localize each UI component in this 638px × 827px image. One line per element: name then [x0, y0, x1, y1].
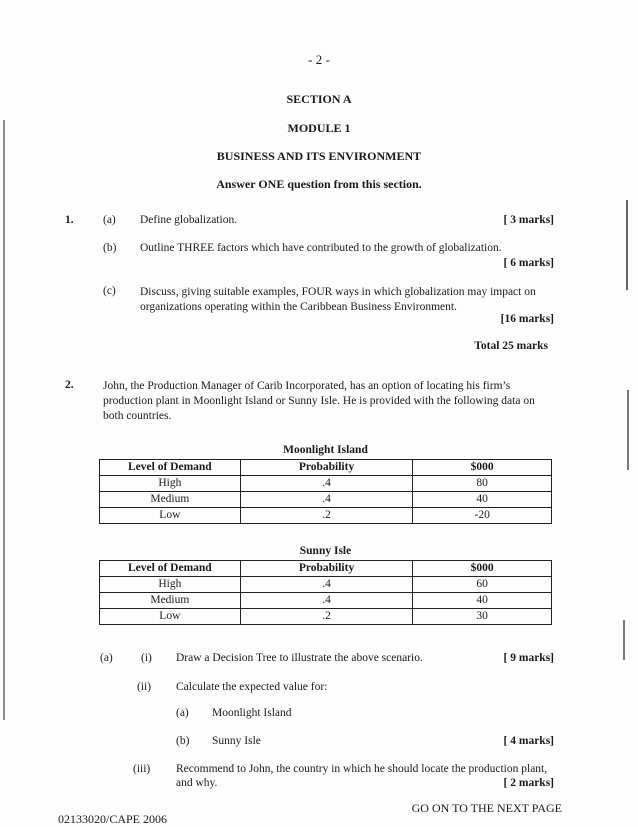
col-header-value: $000	[413, 460, 552, 476]
cell-demand: High	[100, 476, 241, 492]
q2-i-marks: [ 9 marks]	[503, 652, 554, 664]
section-heading: SECTION A	[286, 92, 352, 106]
q2-ii-marks: [ 4 marks]	[503, 735, 554, 747]
q1-a-label: (a)	[103, 214, 116, 226]
q2-ii-b-text: Sunny Isle	[212, 735, 261, 747]
q1-total: Total 25 marks	[474, 340, 548, 352]
q1-c-label: (c)	[103, 285, 116, 297]
q2-ii-label: (ii)	[137, 681, 152, 693]
question-2-number: 2.	[65, 379, 74, 391]
q2-ii-a-text: Moonlight Island	[212, 707, 292, 719]
footer-go-on: GO ON TO THE NEXT PAGE	[411, 801, 562, 815]
moonlight-island-table	[99, 459, 552, 524]
cell-demand: Low	[100, 508, 241, 524]
q2-iii-text-line2: and why.	[176, 777, 218, 789]
scan-edge-left	[3, 120, 5, 720]
cell-value: 40	[413, 492, 552, 508]
col-header-probability: Probability	[240, 460, 413, 476]
table-row	[100, 593, 552, 609]
cell-probability: .4	[240, 492, 413, 508]
q2-iii-label: (iii)	[133, 763, 151, 775]
q2-ii-text: Calculate the expected value for:	[176, 681, 328, 693]
table-row	[100, 508, 552, 524]
q2-a-label: (a)	[100, 652, 113, 664]
page-number: - 2 -	[308, 52, 330, 67]
scan-edge-right-bottom	[623, 620, 625, 660]
q2-i-label: (i)	[141, 652, 152, 664]
table-title-moonlight: Moonlight Island	[283, 444, 368, 456]
sunny-isle-table	[99, 560, 552, 625]
q1-a-text: Define globalization.	[140, 214, 238, 226]
cell-value: 80	[413, 476, 552, 492]
cell-demand: Low	[100, 609, 241, 625]
cell-value: 60	[413, 577, 552, 593]
footer-paper-code: 02133020/CAPE 2006	[58, 812, 168, 826]
q1-b-label: (b)	[103, 242, 117, 254]
table-row	[100, 476, 552, 492]
q2-intro: John, the Production Manager of Carib Incorporated, has an option of locating his firm’s production plant in Moonlight Island or Sunny Isle. He is provided with the following data on both countries.	[103, 380, 535, 422]
section-instruction: Answer ONE question from this section.	[216, 177, 422, 191]
q2-ii-a-label: (a)	[176, 707, 189, 719]
cell-demand: Medium	[100, 492, 241, 508]
cell-value: 40	[413, 593, 552, 609]
cell-probability: .4	[240, 593, 413, 609]
col-header-value: $000	[413, 561, 552, 577]
scan-edge-right-lower	[627, 390, 629, 470]
q2-iii-text-line1: Recommend to John, the country in which he should locate the production plant,	[176, 763, 548, 775]
q1-c-marks: [16 marks]	[500, 313, 554, 325]
q2-i-text: Draw a Decision Tree to illustrate the above scenario.	[176, 652, 423, 664]
q1-a-marks: [ 3 marks]	[503, 214, 554, 226]
q1-b-marks: [ 6 marks]	[503, 257, 554, 269]
cell-demand: High	[100, 577, 241, 593]
cell-value: -20	[413, 508, 552, 524]
module-heading: MODULE 1	[287, 121, 351, 135]
scan-edge-right	[626, 200, 628, 290]
table-row	[100, 577, 552, 593]
table-title-sunny-isle: Sunny Isle	[299, 545, 352, 557]
col-header-demand: Level of Demand	[100, 460, 241, 476]
q1-b-text: Outline THREE factors which have contributed to the growth of globalization.	[140, 242, 502, 254]
cell-probability: .4	[240, 476, 413, 492]
q2-ii-b-label: (b)	[176, 735, 190, 747]
table-row	[100, 492, 552, 508]
q1-c-text: Discuss, giving suitable examples, FOUR ways in which globalization may impact on organizations operating within the Caribbean Business Environment.	[140, 286, 536, 313]
q2-iii-marks: [ 2 marks]	[503, 777, 554, 789]
col-header-demand: Level of Demand	[100, 561, 241, 577]
cell-probability: .2	[240, 609, 413, 625]
table-header-row	[100, 561, 552, 577]
cell-probability: .2	[240, 508, 413, 524]
col-header-probability: Probability	[240, 561, 413, 577]
cell-value: 30	[413, 609, 552, 625]
cell-demand: Medium	[100, 593, 241, 609]
cell-probability: .4	[240, 577, 413, 593]
table-row	[100, 609, 552, 625]
table-header-row	[100, 460, 552, 476]
question-1-number: 1.	[65, 214, 74, 226]
module-title: BUSINESS AND ITS ENVIRONMENT	[216, 149, 422, 163]
